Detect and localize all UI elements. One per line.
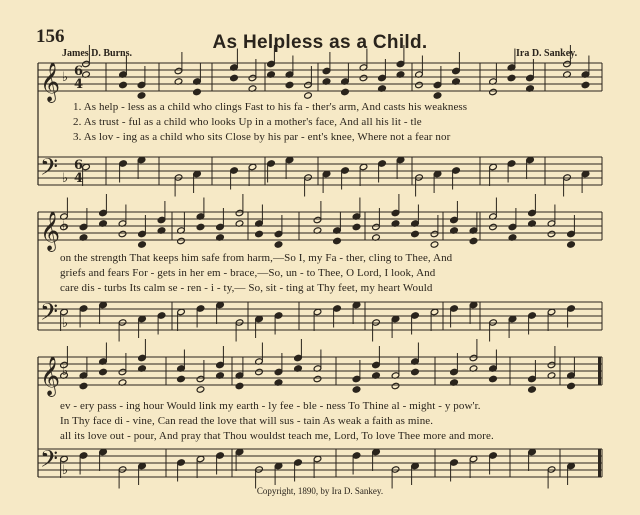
- bass-clef: 𝄢: [40, 298, 59, 331]
- note-head: [415, 81, 424, 88]
- final-barline: [598, 357, 601, 385]
- note-head: [235, 382, 244, 389]
- time-signature: 4: [74, 171, 84, 186]
- time-signature: 6: [74, 158, 84, 173]
- flat-sign: ♭: [62, 463, 69, 478]
- note-head: [489, 88, 498, 95]
- lyric-line: 3. As lov - ing as a child who sits Close by his par - ent's knee, Where not a fear nor: [73, 131, 451, 143]
- note-head: [359, 74, 368, 81]
- note-head: [255, 368, 264, 375]
- treble-clef: 𝄞: [40, 62, 61, 102]
- note-head: [138, 241, 147, 248]
- note-head: [274, 241, 283, 248]
- note-head: [196, 223, 205, 230]
- hymn-title: As Helpless as a Child.: [212, 32, 428, 53]
- bass-clef: 𝄢: [40, 445, 59, 478]
- lyric-line: griefs and fears For - gets in her em - brace,—So, un - to Thee, O Lord, I look, And: [60, 267, 436, 279]
- note-head: [507, 74, 516, 81]
- note-head: [193, 88, 202, 95]
- note-head: [352, 223, 361, 230]
- note-head: [567, 241, 576, 248]
- note-head: [411, 368, 420, 375]
- note-head: [304, 92, 313, 99]
- poet-credit: James D. Burns.: [62, 48, 133, 59]
- lyric-line: on the strength That keeps him safe from harm,—So I, my Fa - ther, cling to Thee, And: [60, 252, 453, 264]
- note-head: [333, 237, 342, 244]
- time-signature: 6: [74, 64, 84, 79]
- flat-sign: ♭: [62, 70, 69, 85]
- time-signature: 4: [74, 77, 84, 92]
- note-head: [313, 375, 322, 382]
- flat-sign: ♭: [62, 316, 69, 331]
- lyric-line: In Thy face di - vine, Can read the love that will sus - tain As weak a faith as mine.: [60, 415, 434, 427]
- note-head: [119, 81, 128, 88]
- note-head: [547, 230, 556, 237]
- page-number: 156: [36, 26, 65, 47]
- note-head: [411, 230, 420, 237]
- note-head: [430, 241, 439, 248]
- copyright-notice: Copyright, 1890, by Ira D. Sankey.: [256, 486, 384, 496]
- note-head: [581, 81, 590, 88]
- note-head: [196, 386, 205, 393]
- note-head: [567, 382, 576, 389]
- lyric-line: care dis - turbs Its calm se - ren - i - ty,— So, sit - ting at Thy feet, my heart Would: [60, 282, 433, 294]
- note-head: [118, 230, 127, 237]
- note-head: [255, 230, 264, 237]
- flat-sign: ♭: [62, 219, 69, 234]
- treble-clef: 𝄞: [40, 356, 61, 396]
- note-head: [352, 386, 361, 393]
- note-head: [177, 237, 186, 244]
- lyric-line: 2. As trust - ful as a child who looks Up in a mother's face, And all his lit - tle: [73, 116, 422, 128]
- note-head: [433, 92, 442, 99]
- note-head: [177, 375, 186, 382]
- flat-sign: ♭: [62, 171, 69, 186]
- treble-clef: 𝄞: [40, 211, 61, 251]
- bass-clef: 𝄢: [40, 153, 59, 186]
- note-head: [391, 382, 400, 389]
- flat-sign: ♭: [62, 364, 69, 379]
- note-head: [99, 368, 108, 375]
- final-barline: [598, 449, 601, 477]
- lyric-line: ev - ery pass - ing hour Would link my earth - ly fee - ble - ness To Thine al - might - y pow'r.: [60, 400, 481, 412]
- note-head: [489, 223, 498, 230]
- note-head: [137, 92, 146, 99]
- note-head: [230, 74, 239, 81]
- composer-credit: Ira D. Sankey.: [516, 48, 578, 59]
- note-head: [285, 81, 294, 88]
- lyric-line: 1. As help - less as a child who clings Fast to his fa - ther's arm, And casts his weakness: [73, 101, 468, 113]
- note-head: [489, 375, 498, 382]
- note-head: [528, 386, 537, 393]
- note-head: [341, 88, 350, 95]
- note-head: [79, 382, 88, 389]
- lyric-line: all its love out - pour, And pray that Thou wouldst teach me, Lord, To love Thee more and more.: [60, 430, 494, 442]
- note-head: [469, 237, 478, 244]
